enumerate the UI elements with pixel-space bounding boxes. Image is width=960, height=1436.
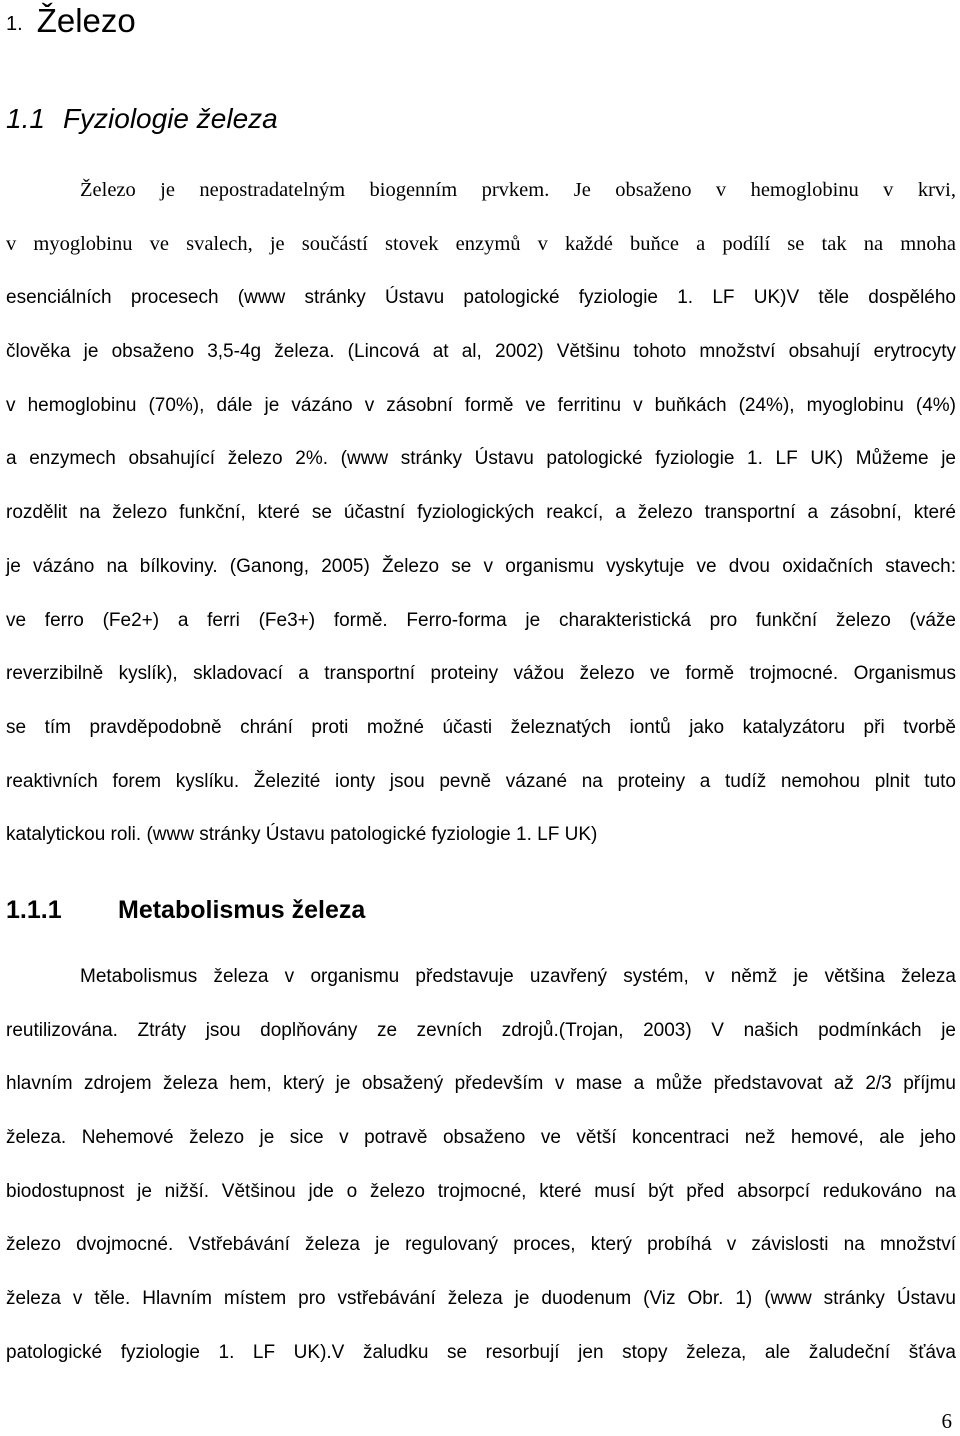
page-number: 6 [941, 1409, 952, 1433]
text-line: rozdělit na železo funkční, které se účastní fyziologických reakcí, a železo transportní a zásobní, které [6, 502, 956, 524]
subsection-number: 1.1.1 [6, 896, 62, 924]
text-line: reaktivních forem kyslíku. Železité ionty jsou pevně vázané na proteiny a tudíž nemohou plnit tuto [6, 770, 956, 792]
text-line: je vázáno na bílkoviny. (Ganong, 2005) Železo se v organismu vyskytuje ve dvou oxidačních stavech: [6, 555, 956, 577]
text-line: železa. Nehemové železo je sice v potravě obsaženo ve větší koncentraci než hemové, ale jeho [6, 1127, 956, 1149]
section-number: 1.1 [6, 103, 45, 134]
text-line: ve ferro (Fe2+) a ferri (Fe3+) formě. Ferro-forma je charakteristická pro funkční železo (váže [6, 609, 956, 631]
text-line: esenciálních procesech (www stránky Ústavu patologické fyziologie 1. LF UK)V těle dospělého [6, 287, 956, 309]
text-line: reutilizována. Ztráty jsou doplňovány ze zevních zdrojů.(Trojan, 2003) V našich podmínkách je [6, 1019, 956, 1041]
subsection-title: Metabolismus železa [118, 896, 366, 924]
chapter-title: Železo [36, 2, 136, 39]
text-line: v myoglobinu ve svalech, je součástí stovek enzymů v každé buňce a podílí se tak na mnoha [6, 232, 956, 255]
text-line: železa v těle. Hlavním místem pro vstřebávání železa je duodenum (Viz Obr. 1) (www stránky Ústavu [6, 1288, 956, 1310]
paragraph-metabolism [6, 950, 956, 1380]
text-line: a enzymech obsahující železo 2%. (www stránky Ústavu patologické fyziologie 1. LF UK) Můžeme je [6, 448, 956, 470]
text-line: v hemoglobinu (70%), dále je vázáno v zásobní formě ve ferritinu v buňkách (24%), myoglobinu (4%) [6, 394, 956, 416]
text-line: katalytickou roli. (www stránky Ústavu patologické fyziologie 1. LF UK) [6, 824, 598, 846]
text-line: patologické fyziologie 1. LF UK).V žaludku se resorbují jen stopy železa, ale žaludeční šťáva [6, 1341, 956, 1363]
text-line: Metabolismus železa v organismu představuje uzavřený systém, v němž je většina železa [80, 966, 956, 987]
text-line: biodostupnost je nižší. Většinou jde o železo trojmocné, které musí být před absorpcí redukováno na [6, 1180, 956, 1202]
text-line: se tím pravděpodobně chrání proti možné účasti železnatých iontů jako katalyzátoru při tvorbě [6, 716, 956, 738]
text-line: Železo je nepostradatelným biogenním prvkem. Je obsaženo v hemoglobinu v krvi, [80, 179, 956, 201]
section-heading [6, 98, 278, 140]
text-line: hlavním zdrojem železa hem, který je obsažený především v mase a může představovat až 2/3 příjmu [6, 1073, 956, 1095]
subsection-heading [6, 890, 365, 930]
section-title: Fyziologie železa [62, 103, 278, 134]
text-line: železo dvojmocné. Vstřebávání železa je regulovaný proces, který probíhá v závislosti na množství [6, 1234, 956, 1256]
chapter-heading [6, 0, 136, 45]
paragraph-physiology [6, 164, 956, 862]
text-line: člověka je obsaženo 3,5-4g železa. (Lincová at al, 2002) Většinu tohoto množství obsahují erytrocyty [6, 341, 956, 363]
text-line: reverzibilně kyslík), skladovací a transportní proteiny vážou železo ve formě trojmocné. Organismus [6, 663, 956, 685]
chapter-number: 1. [6, 13, 23, 35]
